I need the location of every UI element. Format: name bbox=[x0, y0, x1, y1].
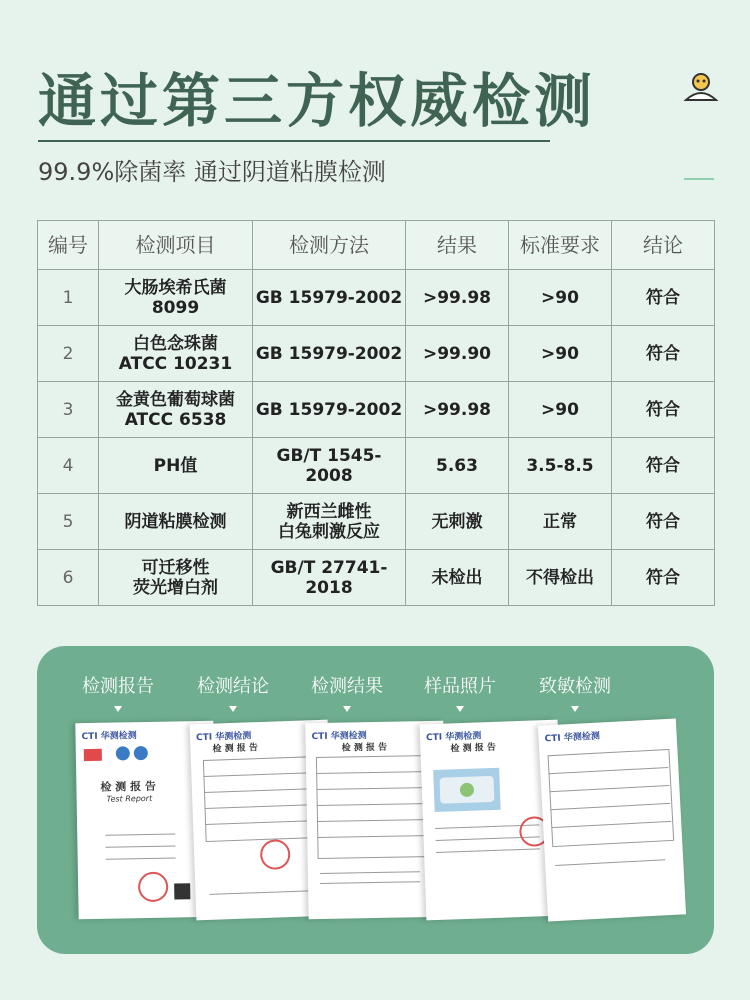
label-sample-photo: 样品照片 bbox=[404, 672, 516, 712]
sample-photo-image: CTI 华测检测 检 测 报 告 bbox=[420, 720, 565, 921]
test-item: 白色念珠菌 ATCC 10231 bbox=[99, 326, 253, 382]
test-method: GB 15979-2002 bbox=[253, 382, 406, 438]
row-number: 3 bbox=[38, 382, 99, 438]
test-method: 新西兰雌性 白兔刺激反应 bbox=[253, 494, 406, 550]
sample-product-photo bbox=[433, 768, 500, 812]
sensitization-report-image: CTI 华测检测 bbox=[538, 719, 686, 922]
report-results-image: CTI 华测检测 检 测 报 告 bbox=[305, 721, 446, 919]
test-method: GB/T 27741-2018 bbox=[253, 550, 406, 606]
table-row bbox=[38, 382, 715, 438]
test-item: 金黄色葡萄球菌 ATCC 6538 bbox=[99, 382, 253, 438]
conclusion: 符合 bbox=[612, 550, 715, 606]
column-header: 结论 bbox=[612, 221, 715, 270]
standard-requirement: 正常 bbox=[509, 494, 612, 550]
report-conclusion-image: CTI 华测检测 检 测 报 告 bbox=[190, 720, 335, 921]
table-row bbox=[38, 326, 715, 382]
cover-subtitle: Test Report bbox=[106, 793, 153, 804]
page-subtitle: 99.9%除菌率 通过阴道粘膜检测 bbox=[38, 158, 386, 186]
test-item: 大肠埃希氏菌 8099 bbox=[99, 270, 253, 326]
conclusion: 符合 bbox=[612, 382, 715, 438]
column-header: 检测项目 bbox=[99, 221, 253, 270]
label-sensitization-test: 致敏检测 bbox=[519, 672, 631, 712]
test-item: 阴道粘膜检测 bbox=[99, 494, 253, 550]
conclusion: 符合 bbox=[612, 438, 715, 494]
row-number: 1 bbox=[38, 270, 99, 326]
row-number: 6 bbox=[38, 550, 99, 606]
table-row bbox=[38, 438, 715, 494]
column-header: 编号 bbox=[38, 221, 99, 270]
test-item: 可迁移性 荧光增白剂 bbox=[99, 550, 253, 606]
test-item: PH值 bbox=[99, 438, 253, 494]
table-row bbox=[38, 494, 715, 550]
test-result: 无刺激 bbox=[406, 494, 509, 550]
conclusion: 符合 bbox=[612, 270, 715, 326]
accent-line bbox=[684, 178, 714, 180]
conclusion: 符合 bbox=[612, 494, 715, 550]
test-result: >99.98 bbox=[406, 382, 509, 438]
label-test-conclusion: 检测结论 bbox=[177, 672, 289, 712]
column-header: 结果 bbox=[406, 221, 509, 270]
cover-title: 检 测 报 告 bbox=[100, 779, 157, 794]
standard-requirement: >90 bbox=[509, 270, 612, 326]
standard-requirement: >90 bbox=[509, 382, 612, 438]
table-row bbox=[38, 550, 715, 606]
test-result: >99.98 bbox=[406, 270, 509, 326]
page-title: 通过第三方权威检测 bbox=[38, 67, 597, 135]
conclusion: 符合 bbox=[612, 326, 715, 382]
column-header: 标准要求 bbox=[509, 221, 612, 270]
test-result: >99.90 bbox=[406, 326, 509, 382]
row-number: 2 bbox=[38, 326, 99, 382]
mascot-icon bbox=[682, 70, 720, 104]
row-number: 5 bbox=[38, 494, 99, 550]
title-divider bbox=[38, 140, 550, 142]
test-results-table bbox=[37, 220, 715, 606]
column-header: 检测方法 bbox=[253, 221, 406, 270]
test-result: 未检出 bbox=[406, 550, 509, 606]
row-number: 4 bbox=[38, 438, 99, 494]
test-method: GB 15979-2002 bbox=[253, 270, 406, 326]
test-method: GB/T 1545-2008 bbox=[253, 438, 406, 494]
label-test-results: 检测结果 bbox=[291, 672, 403, 712]
test-result: 5.63 bbox=[406, 438, 509, 494]
table-header-row bbox=[38, 221, 715, 270]
certificates-panel bbox=[37, 646, 714, 954]
standard-requirement: 3.5-8.5 bbox=[509, 438, 612, 494]
label-test-report: 检测报告 bbox=[62, 672, 174, 712]
report-cover-image: CTI 华测检测 检 测 报 告 Test Report bbox=[75, 721, 216, 919]
standard-requirement: 不得检出 bbox=[509, 550, 612, 606]
standard-requirement: >90 bbox=[509, 326, 612, 382]
test-method: GB 15979-2002 bbox=[253, 326, 406, 382]
table-row bbox=[38, 270, 715, 326]
